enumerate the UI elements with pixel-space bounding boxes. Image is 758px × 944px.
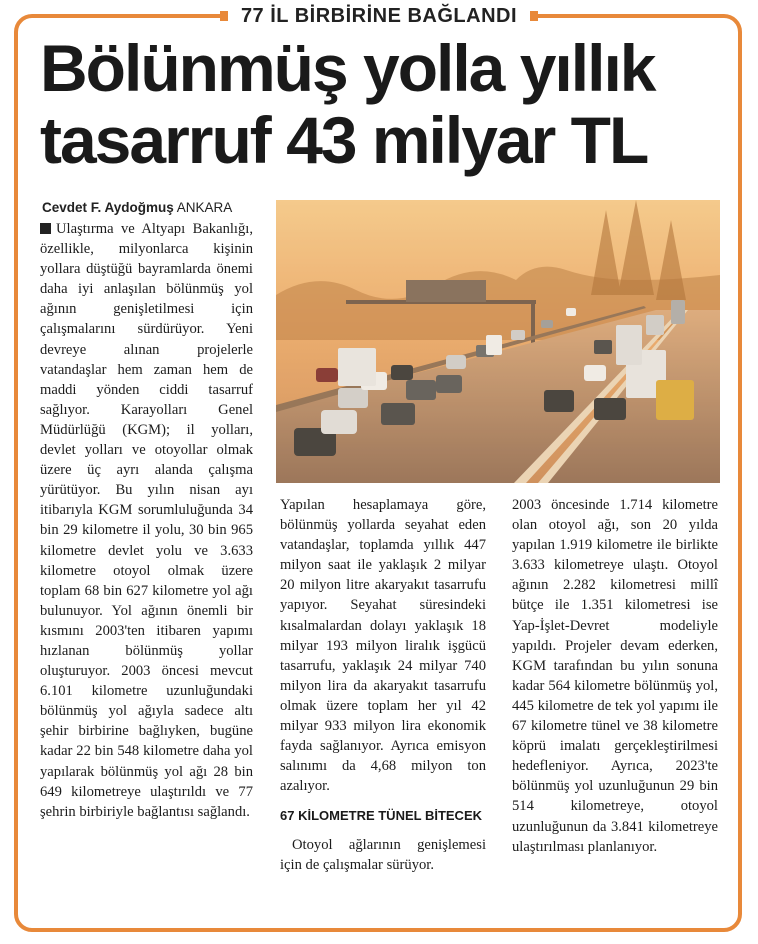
column-2-text: Yapılan hesaplamaya göre, bölünmüş yollarda seyahat eden vatandaşlar, toplamda yıllık 447 milyon saat ile yaklaşık 2 milyar 20 milyon litre akaryakıt tasarrufu yapıyor. Seyahat süresindeki kısalmalardan dolayı yaklaşık 18 milyar 193 milyon liralık işgücü tasarrufu, yaklaşık 24 milyar 740 milyon lira da akaryakıt tasarrufu olmak üzere toplam her yıl 42 milyar 933 milyon lira ekonomik fayda sağlanıyor. Ayrıca emisyon salınımı da 4,68 milyon ton azalıyor. xyxy=(280,497,486,795)
article-column-1 xyxy=(40,219,253,822)
column-1-text: Ulaştırma ve Altyapı Bakanlığı, özellikle, milyonlarca kişinin yollara düştüğü bayramlarda önemi daha iyi anlaşılan bölünmüş yol ağının genişletilmesi için çalışmalarını sürdürüyor. Yeni devreye alınan projelerle vatandaşlar hem zaman hem de maddi yönden ciddi tasarruf sağlıyor. Karayolları Genel Müdürlüğü (KGM); il yolları, devlet yolları ve otoyollar olmak üzere üç ayrı alanda çalışma yürütüyor. Bu yılın nisan ayı itibarıyla KGM sorumluluğunda 34 bin 29 kilometre il yolu, 30 bin 965 kilometre devlet yolu ve 3.633 kilometre otoyol olmak üzere toplam 68 bin 627 kilometre yol ağı bulunuyor. Yol ağının önemli bir kısmını 2003'ten itibaren yapımı hızlanan bölünmüş yollar oluşturuyor. 2003 öncesi mevcut 6.101 kilometre uzunluğundaki bölünmüş yol ağıyla sadece altı şehir birbirine bağlıyken, bugüne kadar 22 bin 548 kilometre daha yol yapılarak bölünmüş yol ağı 28 bin 649 kilometreye ulaştırıldı ve 77 şehrin birbiriyle bağlantısı sağlandı. xyxy=(40,221,253,820)
article-column-2 xyxy=(280,495,486,875)
highway-photo xyxy=(276,200,720,483)
kicker-label: 77 İL BİRBİRİNE BAĞLANDI xyxy=(222,2,536,30)
article-column-3 xyxy=(512,495,718,857)
byline-location: ANKARA xyxy=(176,200,233,215)
highway-traffic-icon xyxy=(276,200,720,483)
byline xyxy=(42,200,232,215)
byline-author: Cevdet F. Aydoğmuş xyxy=(42,200,174,215)
subheading: 67 KİLOMETRE TÜNEL BİTECEK xyxy=(280,808,483,824)
headline: Bölünmüş yolla yıllık tasarruf 43 milyar TL xyxy=(40,31,655,177)
column-2-text-after: Otoyol ağlarının genişlemesi için de çalışmalar sürüyor. xyxy=(280,836,486,873)
column-3-text: 2003 öncesinde 1.714 kilometre olan otoyol ağı, son 20 yılda yapılan 1.919 kilometre ile birlikte 3.633 kilometreye ulaştı. Otoyol ağının 2.282 kilometresi millî bütçe ile 1.351 kilometresi ise Yap-İşlet-Devret modeliyle yapıldı. Projeler devam ederken, KGM tarafından bu yılın sonuna kadar 564 kilometre bölünmüş yol, 445 kilometre de tek yol yapımı ile 67 kilometre tünel ve 38 kilometre köprü imalatı gerçekleştirilmesi hedefleniyor. Ayrıca, 2023'te bölünmüş yol uzunluğunun 29 bin 514 kilometreye, otoyol uzunluğunun da 3.841 kilometreye ulaştırılması planlanıyor. xyxy=(512,497,718,855)
bullet-square-icon xyxy=(40,223,51,234)
